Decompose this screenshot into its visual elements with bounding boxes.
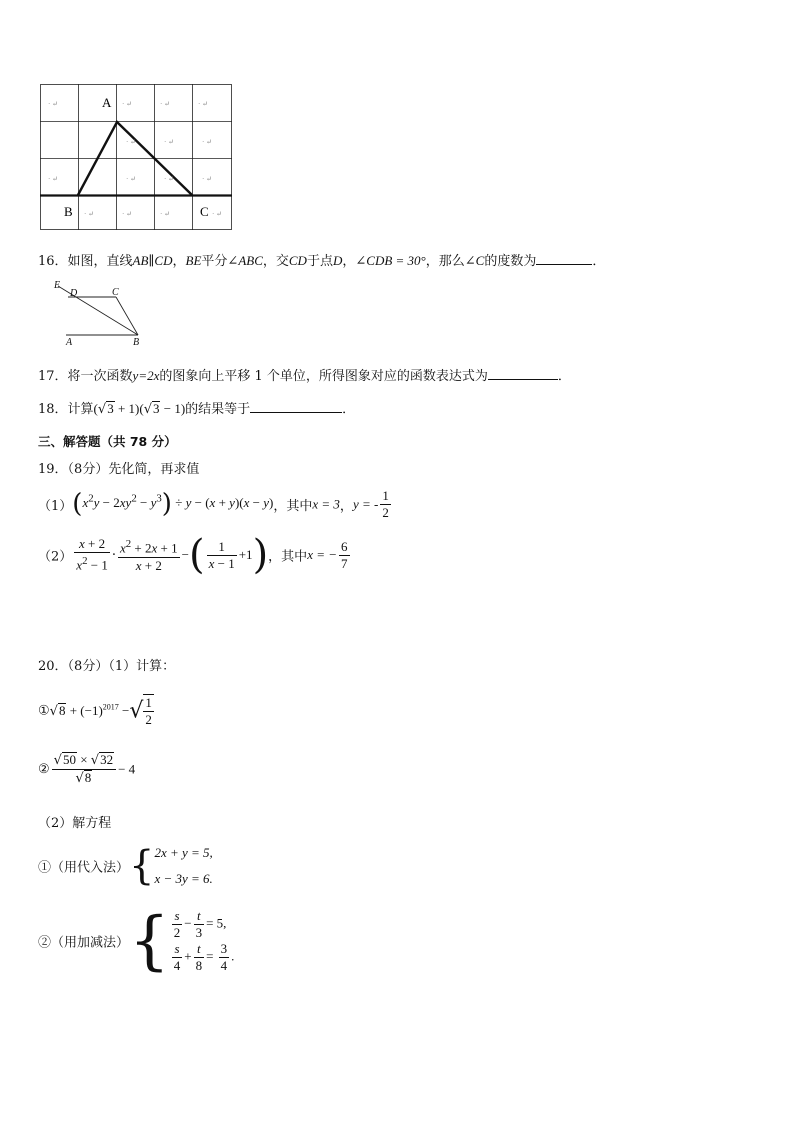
q18-expression: (√3 + 1)(√3 − 1) bbox=[93, 401, 186, 417]
fig-label-c: C bbox=[112, 287, 119, 298]
question-20-equation-2: ②（用加减法）{ $\frac{s}{2}$ − $\frac{t}{3}$ = 5, $\frac{s}{4}$ + $\frac{t}{8}$ = $\frac{3}{4}$ . bbox=[38, 904, 235, 978]
answer-blank-16[interactable] bbox=[536, 252, 592, 265]
answer-blank-18[interactable] bbox=[250, 400, 342, 413]
grid-label-c: C bbox=[200, 204, 209, 219]
fig-label-d: D bbox=[70, 288, 78, 299]
grid-label-a: A bbox=[102, 95, 112, 110]
fig-label-a: A bbox=[66, 337, 73, 346]
svg-text:· ↵: · ↵ bbox=[48, 175, 58, 183]
question-17: 17．将一次函数y=2x的图象向上平移 1 个单位，所得图象对应的函数表达式为 ． bbox=[38, 368, 571, 384]
svg-text:· ↵: · ↵ bbox=[202, 138, 212, 146]
svg-text:· ↵: · ↵ bbox=[126, 138, 136, 146]
question-19-part1: $(1)(x^2y - 2xy^2 - y^3) \div y - (x + y)(x - y)$，其中x = 3，y = - $\frac{1}{2}$ bbox=[38, 488, 389, 520]
svg-text:· ↵: · ↵ bbox=[122, 100, 132, 108]
q19-expression-1: $(x^2y - 2xy^2 - y^3) \div y - (x + y)(x - y)$ bbox=[72, 489, 274, 520]
svg-text:· ↵: · ↵ bbox=[202, 175, 212, 183]
svg-text:· ↵: · ↵ bbox=[122, 210, 132, 218]
question-16: 16．如图，直线AB∥CD，BE平分∠ABC，交CD于点D，∠CDB = 30°，那么∠C的度数为 ． bbox=[38, 253, 606, 269]
grid-triangle-figure bbox=[40, 84, 236, 232]
question-19-title: 19．（8分）先化简，再求值 bbox=[38, 462, 200, 477]
question-20-calc-2: ② $\frac{√50 \times √32}{√8}$ − 4 bbox=[38, 752, 136, 786]
question-20-title: 20．（8分）（1）计算： bbox=[38, 659, 176, 674]
question-18: 18．计算(√3 + 1)(√3 − 1)的结果等于 ． bbox=[38, 401, 356, 417]
svg-text:· ↵: · ↵ bbox=[160, 210, 170, 218]
svg-text:· ↵: · ↵ bbox=[48, 100, 58, 108]
question-20-equation-1: ①（用代入法）{ 2x + y = 5, x − 3y = 6. bbox=[38, 843, 213, 889]
svg-text:· ↵: · ↵ bbox=[126, 175, 136, 183]
parallel-lines-figure bbox=[52, 280, 148, 346]
fig-label-b: B bbox=[133, 337, 140, 346]
grid-label-b: B bbox=[64, 204, 73, 219]
svg-text:· ↵: · ↵ bbox=[160, 100, 170, 108]
question-19-part2: （2） $\frac{x + 2}{x^2 - 1}$ · $\frac{x^2 + 2x + 1}{x + 2}$ −( $\frac{1}{x - 1}$ +1)，其中x = − $\frac{6}{7}$ bbox=[38, 532, 348, 578]
svg-text:· ↵: · ↵ bbox=[198, 100, 208, 108]
svg-text:· ↵: · ↵ bbox=[212, 210, 222, 218]
svg-text:· ↵: · ↵ bbox=[164, 138, 174, 146]
question-20-calc-1: ①√8 + $(-1)^{2017}$ −√ $\frac{1}{2}$ bbox=[38, 695, 152, 727]
svg-text:· ↵: · ↵ bbox=[164, 175, 174, 183]
question-20-part2: （2）解方程 bbox=[38, 816, 112, 831]
svg-text:· ↵: · ↵ bbox=[84, 210, 94, 218]
fig-label-e: E bbox=[54, 280, 61, 291]
section-3-heading: 三、解答题（共 78 分） bbox=[38, 434, 177, 449]
answer-blank-17[interactable] bbox=[488, 367, 558, 380]
